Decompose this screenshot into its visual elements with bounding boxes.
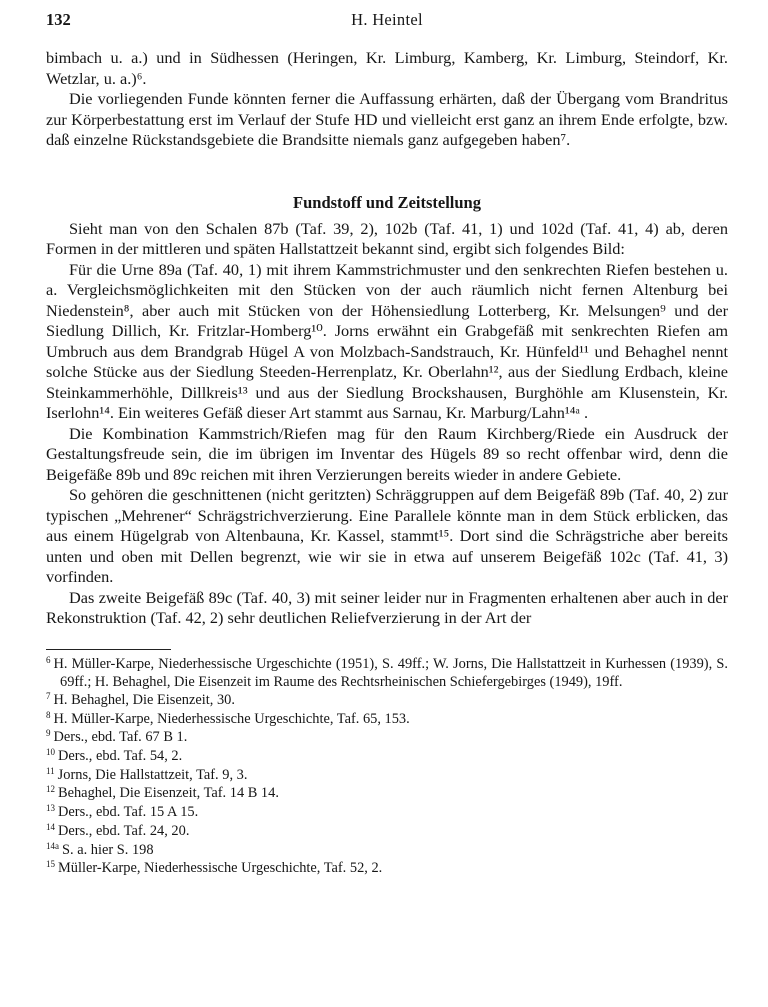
footnote-mark: 11: [46, 765, 55, 776]
section-heading: Fundstoff und Zeitstellung: [293, 192, 481, 212]
paragraph: bimbach u. a.) und in Südhessen (Heringen, Kr. Limburg, Kamberg, Kr. Limburg, Steindorf, Kr. Wetzlar, u. a.)⁶.: [46, 48, 728, 88]
footnote-text: Ders., ebd. Taf. 67 B 1.: [53, 729, 188, 746]
paragraph: Für die Urne 89a (Taf. 40, 1) mit ihrem Kammstrichmuster und den senkrechten Riefen bestehen u. a. Vergleichsmöglichkeiten mit den Stücken von der auch räumlich nicht fernen Altenburg bei Niedenstein⁸, aber auch mit Stücken von der Höhensiedlung Lotterberg, Kr. Melsungen⁹ und der Siedlung Dillich, Kr. Fritzlar-Homberg¹⁰. Jorns erwähnt ein Grabgefäß mit senkrechten Riefen am Umbruch aus dem Brandgrab Hügel A von Molzbach-Sandstrauch, Kr. Hünfeld¹¹ und Behaghel nennt solche Stücke aus der Siedlung Steeden-Herrenplatz, Kr. Oberlahn¹², aus der Siedlung Erdbach, kleine Steinkammerhöhle, Dillkreis¹³ und aus der Siedlung Brockshausen, Burghöhle am Klusenstein, Kr. Iserlohn¹⁴. Ein weiteres Gefäß dieser Art stammt aus Sarnau, Kr. Marburg/Lahn¹⁴ᵃ .: [46, 259, 728, 422]
footnote-mark: 13: [46, 803, 55, 814]
paragraph: Die Kombination Kammstrich/Riefen mag für den Raum Kirchberg/Riede ein Ausdruck der Gestaltungsfreude sein, die im übrigen im Inventar des Hügels 89 so recht offenbar wird, denn die Beigefäße 89b und 89c reichen mit ihren Verzierungen bereits wieder in andere Gebiete.: [46, 423, 728, 484]
page: [46, 10, 728, 879]
footnote-mark: 10: [46, 747, 55, 758]
footnotes: [46, 656, 728, 879]
footnote-text: Ders., ebd. Taf. 54, 2.: [58, 748, 183, 765]
footnote-mark: 8: [46, 709, 51, 720]
footnote-text: H. Behaghel, Die Eisenzeit, 30.: [53, 691, 235, 708]
footnote-divider: [46, 649, 171, 650]
paragraph: So gehören die geschnittenen (nicht geritzten) Schräggruppen auf dem Beigefäß 89b (Taf. 40, 2) zur typischen „Mehrener“ Schrägstrichverzierung. Eine Parallele könnte man in dem Stück erblicken, das aus einem Hügelgrab von Altenbauna, Kr. Kassel, stammt¹⁵. Dort sind die Schrägstriche aber bereits unten und oben mit Dellen begrenzt, wie wir sie in etwa auf unserem Beigefäß 102c (Taf. 41, 3) vorfinden.: [46, 485, 728, 586]
footnote-text: H. Müller-Karpe, Niederhessische Urgeschichte, Taf. 65, 153.: [53, 710, 410, 727]
footnote-mark: 14a: [46, 840, 59, 851]
footnote: [46, 767, 728, 786]
footnote-mark: 9: [46, 728, 51, 739]
footnote-text: Jorns, Die Hallstattzeit, Taf. 9, 3.: [57, 766, 248, 783]
footnote: [46, 804, 728, 823]
footnote-mark: 7: [46, 690, 51, 701]
footnote-mark: 14: [46, 821, 55, 832]
footnote: [46, 785, 728, 804]
footnote: [46, 711, 728, 730]
footnote-mark: 6: [46, 654, 51, 665]
footnote-text: S. a. hier S. 198: [62, 841, 154, 858]
footnote-text: H. Müller-Karpe, Niederhessische Urgeschichte (1951), S. 49ff.; W. Jorns, Die Hallstattzeit in Kurhessen (1939), S. 69ff.; H. Behaghel, Die Eisenzeit im Raume des Rechtsrheinischen Schiefergebirges (1949), 19ff.: [53, 655, 728, 691]
footnote: [46, 692, 728, 711]
page-header: [46, 10, 728, 32]
footnote: [46, 823, 728, 842]
paragraph: Das zweite Beigefäß 89c (Taf. 40, 3) mit seiner leider nur in Fragmenten erhaltenen aber auch in der Rekonstruktion (Taf. 42, 2) sehr deutlichen Reliefverzierung in der Art der: [46, 587, 728, 627]
footnote: [46, 656, 728, 692]
footnote-text: Ders., ebd. Taf. 15 A 15.: [58, 804, 199, 821]
footnote: [46, 842, 728, 861]
footnote-mark: 12: [46, 784, 55, 795]
footnote-mark: 15: [46, 859, 55, 870]
footnote: [46, 748, 728, 767]
paragraph: Sieht man von den Schalen 87b (Taf. 39, 2), 102b (Taf. 41, 1) und 102d (Taf. 41, 4) ab, deren Formen in der mittleren und späten Hallstattzeit bekannt sind, ergibt sich folgendes Bild:: [46, 218, 728, 258]
page-number: 132: [46, 10, 71, 29]
body-text: [46, 48, 728, 629]
paragraph: Die vorliegenden Funde könnten ferner die Auffassung erhärten, daß der Übergang vom Brandritus zur Körperbestattung erst im Verlauf der Stufe HD und vielleicht erst ganz an ihrem Ende erfolgte, bzw. daß einzelne Rückstandsgebiete die Brandsitte niemals ganz aufgegeben haben⁷.: [46, 89, 728, 149]
footnote-text: Ders., ebd. Taf. 24, 20.: [58, 822, 190, 839]
footnote-text: Müller-Karpe, Niederhessische Urgeschichte, Taf. 52, 2.: [58, 860, 383, 877]
footnote: [46, 860, 728, 879]
running-head: H. Heintel: [351, 10, 423, 29]
footnote: [46, 729, 728, 748]
footnote-text: Behaghel, Die Eisenzeit, Taf. 14 B 14.: [58, 785, 279, 802]
